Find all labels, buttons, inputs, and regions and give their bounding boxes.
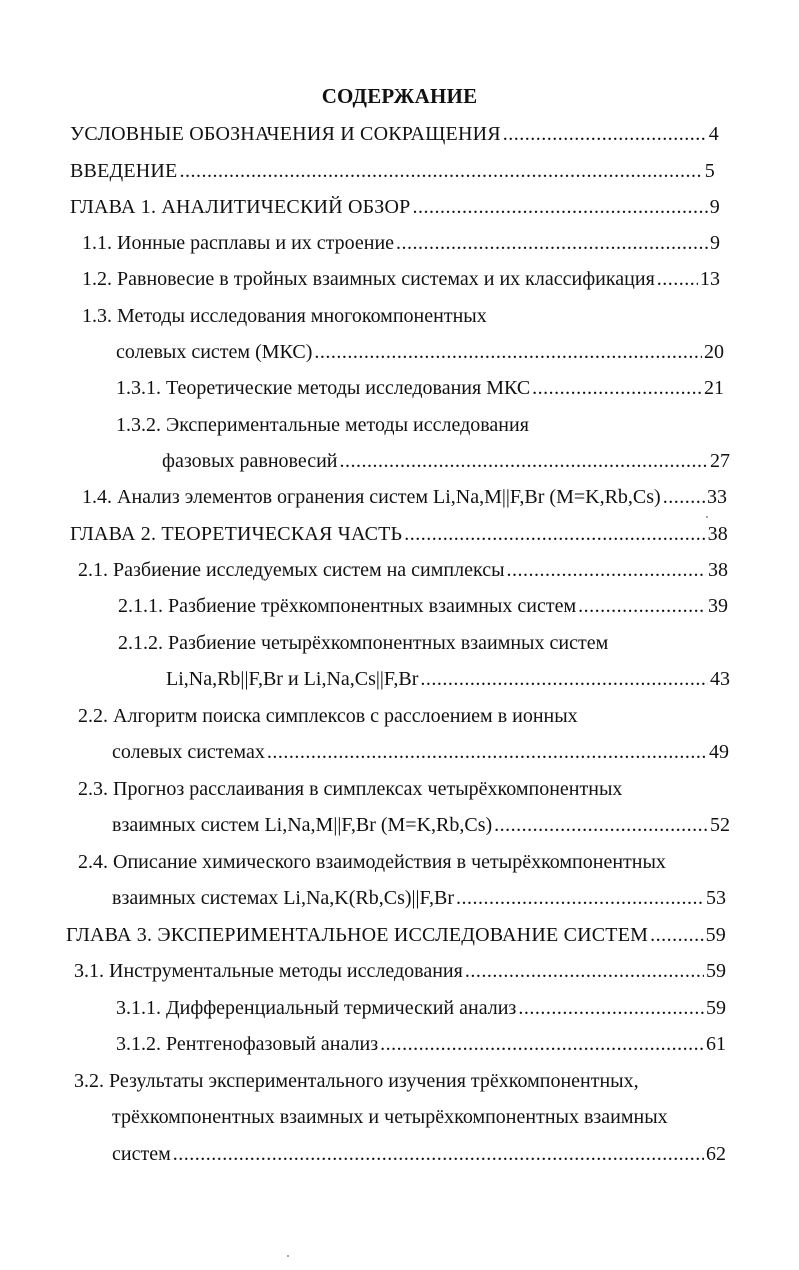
toc-entry-1-1 (82, 229, 720, 257)
toc-page-number: 21 (704, 377, 724, 399)
toc-entry-text: 3.1. Инструментальные методы исследования (74, 960, 463, 982)
toc-entry-3-1-1 (116, 994, 726, 1022)
toc-entry-text: ГЛАВА 1. АНАЛИТИЧЕСКИЙ ОБЗОР (70, 196, 411, 218)
toc-page-number: 38 (708, 559, 728, 581)
toc-page-number: 33 (707, 486, 727, 508)
toc-entry-text: Li,Na,Rb||F,Br и Li,Na,Cs||F,Br (166, 668, 419, 690)
toc-entry-text: ГЛАВА 2. ТЕОРЕТИЧЕСКАЯ ЧАСТЬ (70, 523, 403, 545)
toc-leader (173, 1140, 704, 1168)
scan-speck (706, 516, 708, 518)
toc-page-number: 49 (709, 741, 729, 763)
toc-page-number: 9 (710, 232, 720, 254)
toc-entry-text: 1.4. Анализ элементов огранения систем Li,Na,M||F,Br (M=K,Rb,Cs) (82, 486, 661, 508)
toc-leader (267, 738, 707, 766)
toc-leader (578, 592, 706, 620)
toc-leader (420, 665, 708, 693)
toc-page-number: 38 (707, 523, 728, 545)
toc-entry-1-3-2-text: 1.3.2. Экспериментальные методы исследования (116, 414, 529, 436)
toc-page-number: 27 (710, 450, 730, 472)
toc-leader (412, 193, 707, 221)
toc-page-number: 9 (709, 196, 720, 218)
toc-entry-abbreviations (70, 120, 719, 148)
toc-entry-1-4 (82, 483, 727, 511)
toc-entry-1-3 (116, 338, 724, 366)
toc-leader (532, 374, 702, 402)
toc-entry-3-2-text-cont: трёхкомпонентных взаимных и четырёхкомпонентных взаимных (112, 1106, 668, 1128)
toc-leader (179, 157, 702, 185)
scan-speck (287, 1255, 289, 1257)
toc-entry-1-2 (82, 265, 720, 293)
toc-leader (314, 338, 702, 366)
toc-entry-chapter-3 (66, 921, 726, 949)
toc-entry-text: 1.3.1. Теоретические методы исследования МКС (116, 377, 531, 399)
toc-entry-1-3-2 (162, 447, 730, 475)
toc-entry-1-3-1 (116, 374, 724, 402)
toc-entry-1-3-text: 1.3. Методы исследования многокомпонентных (82, 305, 487, 327)
toc-page-number: 13 (700, 268, 720, 290)
toc-entry-text: 3.1.2. Рентгенофазовый анализ (116, 1033, 379, 1055)
toc-entry-2-1-2-text: 2.1.2. Разбиение четырёхкомпонентных взаимных систем (118, 632, 609, 654)
toc-leader (650, 921, 703, 949)
toc-entry-text: 1.2. Равновесие в тройных взаимных системах и их классификация (82, 268, 655, 290)
toc-entry-2-3 (112, 811, 730, 839)
toc-page-number: 61 (706, 1033, 726, 1055)
toc-entry-text: 3.1.1. Дифференциальный термический анализ (116, 997, 517, 1019)
toc-entry-chapter-2 (70, 520, 728, 548)
toc-leader (663, 483, 705, 511)
toc-entry-introduction (70, 157, 715, 185)
toc-entry-text: солевых систем (МКС) (116, 341, 313, 363)
toc-entry-3-1 (74, 957, 726, 985)
toc-title: СОДЕРЖАНИЕ (321, 84, 478, 108)
toc-leader (456, 884, 704, 912)
toc-page-number: 39 (708, 595, 728, 617)
toc-entry-2-1 (78, 556, 728, 584)
toc-entry-2-4 (112, 884, 726, 912)
toc-leader (657, 265, 698, 293)
toc-entry-2-2-text: 2.2. Алгоритм поиска симплексов с расслоением в ионных (78, 705, 578, 727)
toc-entry-text: 1.1. Ионные расплавы и их строение (82, 232, 395, 254)
toc-page-number: 43 (710, 668, 730, 690)
toc-entry-2-1-2 (166, 665, 730, 693)
toc-leader (503, 120, 707, 148)
toc-leader (380, 1030, 704, 1058)
toc-entry-3-2-text: 3.2. Результаты экспериментального изучения трёхкомпонентных, (74, 1070, 639, 1092)
toc-entry-text: 2.1. Разбиение исследуемых систем на симплексы (78, 559, 505, 581)
toc-page-number: 20 (704, 341, 724, 363)
toc-leader (518, 994, 704, 1022)
toc-entry-chapter-1 (70, 193, 720, 221)
toc-leader (507, 556, 706, 584)
toc-entry-2-3-text: 2.3. Прогноз расслаивания в симплексах четырёхкомпонентных (78, 778, 623, 800)
toc-entry-text: ГЛАВА 3. ЭКСПЕРИМЕНТАЛЬНОЕ ИССЛЕДОВАНИЕ СИСТЕМ (66, 924, 649, 946)
toc-entry-2-4-text: 2.4. Описание химического взаимодействия в четырёхкомпонентных (78, 851, 666, 873)
toc-page-number: 59 (705, 924, 726, 946)
toc-entry-text: взаимных системах Li,Na,K(Rb,Cs)||F,Br (112, 887, 455, 909)
toc-entry-text: 2.1.1. Разбиение трёхкомпонентных взаимных систем (118, 595, 577, 617)
toc-entry-2-1-1 (118, 592, 728, 620)
toc-leader (404, 520, 705, 548)
toc-leader (494, 811, 708, 839)
toc-entry-text: УСЛОВНЫЕ ОБОЗНАЧЕНИЯ И СОКРАЩЕНИЯ (70, 123, 501, 145)
toc-page-number: 53 (706, 887, 726, 909)
toc-leader (465, 957, 704, 985)
toc-entry-text: взаимных систем Li,Na,M||F,Br (M=K,Rb,Cs) (112, 814, 493, 836)
toc-page-number: 5 (704, 160, 715, 182)
toc-page-number: 59 (706, 997, 726, 1019)
toc-entry-2-2 (112, 738, 729, 766)
toc-leader (340, 447, 708, 475)
toc-leader (396, 229, 708, 257)
toc-page-number: 52 (710, 814, 730, 836)
toc-entry-text: солевых системах (112, 741, 265, 763)
toc-entry-text: систем (112, 1143, 171, 1165)
toc-page-number: 4 (708, 123, 719, 145)
toc-entry-3-1-2 (116, 1030, 726, 1058)
toc-page-number: 62 (706, 1143, 726, 1165)
toc-entry-text: фазовых равновесий (162, 450, 338, 472)
toc-page-number: 59 (706, 960, 726, 982)
toc-entry-text: ВВЕДЕНИЕ (70, 160, 178, 182)
toc-entry-3-2 (112, 1140, 726, 1168)
